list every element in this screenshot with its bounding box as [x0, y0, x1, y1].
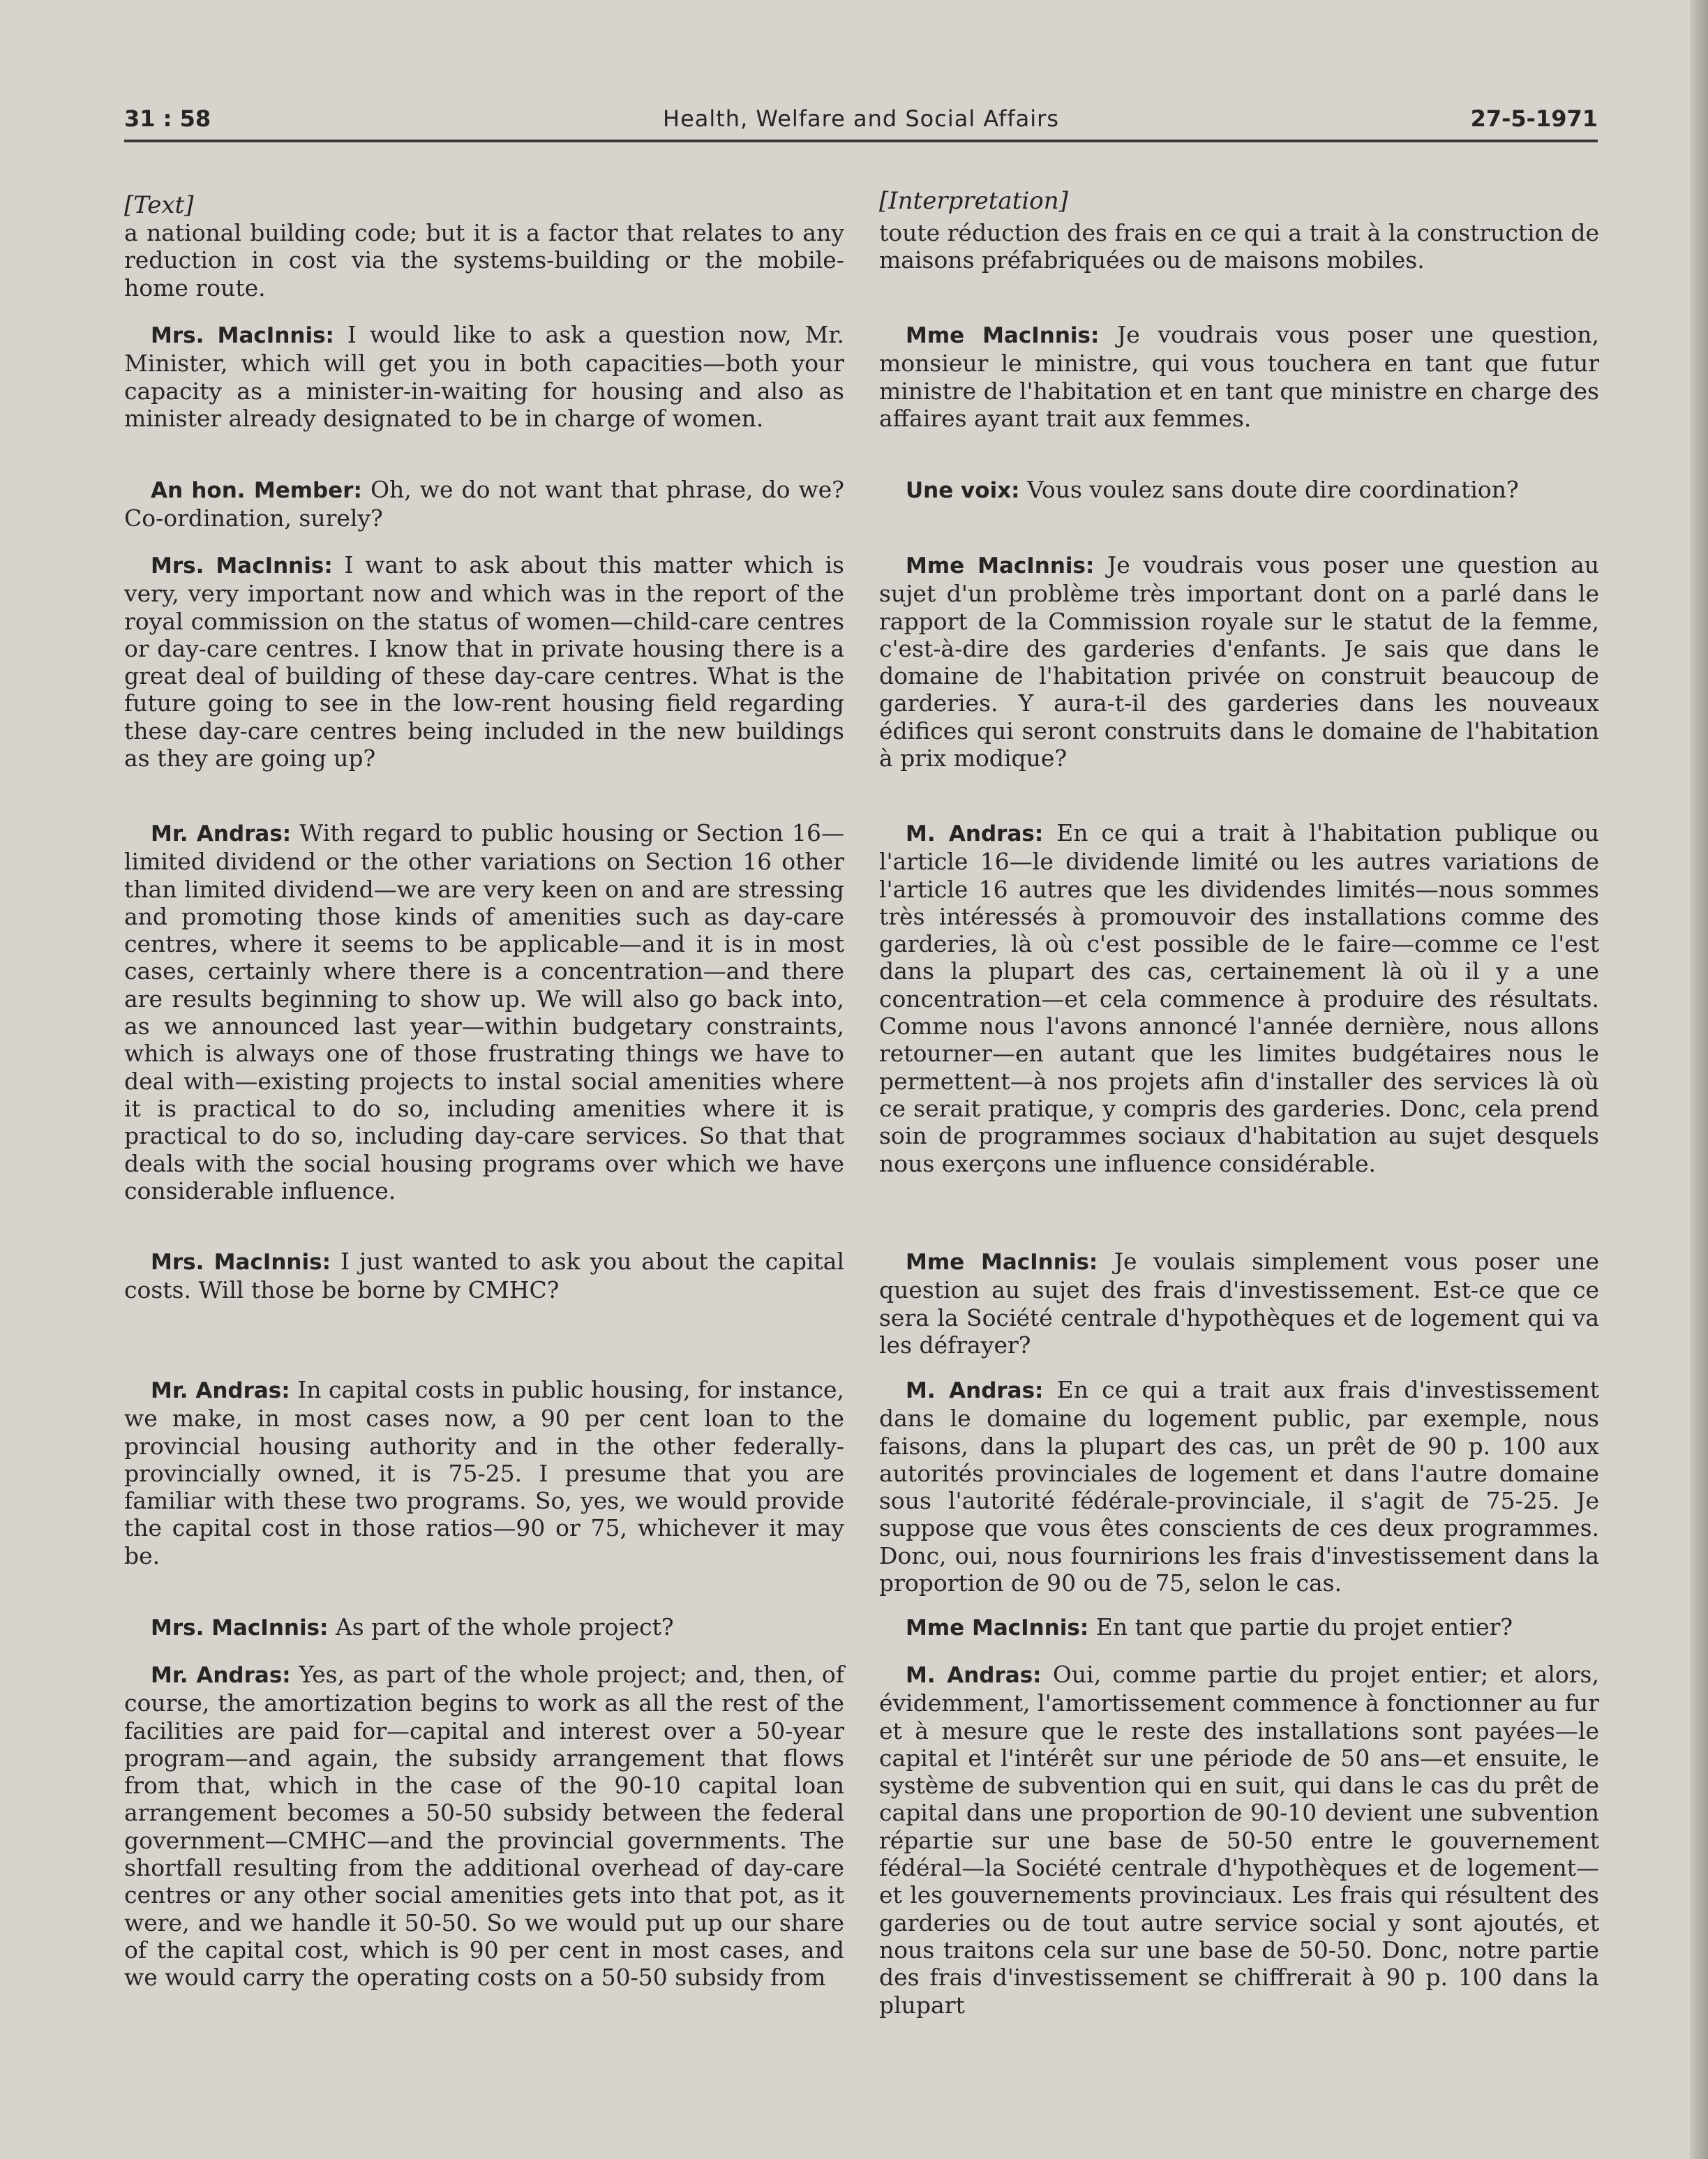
speaker-name: Mme MacInnis:: [906, 323, 1100, 348]
speech-text: En ce qui a trait aux frais d'investissement dans le domaine du logement public, par exemple, nous faisons, dans la plupart des cas, un prêt de 90 p. 100 aux autorités provinciales de logement et dans l'autre domaine sous l'autorité fédérale-provinciale, il s'agit de 75-25. Je suppose que vous êtes conscients de ces deux programmes. Donc, oui, nous fournirions les frais d'investissement dans la proportion de 90 ou de 75, selon le cas.: [879, 1376, 1599, 1597]
speaker-name: Mrs. MacInnis:: [151, 323, 334, 348]
speaker-name: Mr. Andras:: [151, 1663, 291, 1688]
speech-paragraph: [879, 551, 1599, 772]
speaker-name: Mme MacInnis:: [906, 1615, 1089, 1641]
speech-text: En ce qui a trait à l'habitation publique ou l'article 16—le dividende limité ou les autres variations de l'article 16 autres que les dividendes limités—nous sommes très intéressés à promouvoir des installations comme des garderies, là où c'est possible de le faire—comme ce l'est dans la plupart des cas, certainement là où il y a une concentration—et cela commence à produire des résultats. Comme nous l'avons annoncé l'année dernière, nous allons retourner—en autant que les limites budgétaires nous le permettent—à nos projets afin d'installer des services là où ce serait pratique, y compris des garderies. Donc, cela prend soin de programmes sociaux d'habitation au sujet desquels nous exerçons une influence considérable.: [879, 819, 1600, 1177]
speaker-name: Une voix:: [906, 478, 1020, 503]
speaker-name: Mme MacInnis:: [906, 553, 1095, 578]
speech-text: Oh, we do not want that phrase, do we? Co-ordination, surely?: [124, 476, 844, 532]
speech-paragraph: [124, 1376, 844, 1569]
speech-paragraph: [879, 1376, 1599, 1597]
speech-text: En tant que partie du projet entier?: [1088, 1613, 1513, 1641]
speaker-name: Mrs. MacInnis:: [151, 1615, 329, 1641]
speech-paragraph: [879, 476, 1599, 505]
speech-paragraph: [879, 321, 1599, 432]
speaker-name: Mr. Andras:: [151, 1378, 290, 1403]
speech-paragraph: [124, 1661, 844, 1992]
speaker-name: Mr. Andras:: [151, 821, 292, 846]
speech-text: With regard to public housing or Section 16—limited dividend or the other variations on Section 16 other than limited dividend—we are very keen on and are stressing and promoting those kinds of amenities such as day-care centres, where it seems to be applicable—and it is in most cases, certainly where there is a concentration—and there are results beginning to show up. We will also go back into, as we announced last year—within budgetary constraints, which is always one of those frustrating things we have to deal with—existing projects to instal social amenities where it is practical to do so, including amenities where it is practical to do so, including day-care services. So that that deals with the social housing programs over which we have considerable influence.: [124, 819, 845, 1204]
speech-text: I would like to ask a question now, Mr. Minister, which will get you in both capacities—both your capacity as a minister-in-waiting for housing and also as minister already designated to be in charge of women.: [124, 321, 844, 432]
text-label: [Text]: [124, 191, 194, 219]
speech-text: Je voudrais vous poser une question, monsieur le ministre, qui vous touchera en tant que futur ministre de l'habitation et en tant que ministre en charge des affaires ayant trait aux femmes.: [879, 321, 1599, 432]
speech-text: I just wanted to ask you about the capital costs. Will those be borne by CMHC?: [124, 1248, 845, 1304]
speech-paragraph: [124, 321, 844, 432]
speaker-name: Mrs. MacInnis:: [151, 1250, 331, 1275]
speech-text: Je voulais simplement vous poser une question au sujet des frais d'investissement. Est-ce que ce sera la Société centrale d'hypothèques et de logement qui va les défrayer?: [879, 1248, 1599, 1359]
page-header: [124, 103, 1598, 142]
paragraph-continuation: a national building code; but it is a factor that relates to any reduction in cost via the systems-building or the mobile-home route.: [124, 219, 844, 301]
speech-text: I want to ask about this matter which is very, very important now and which was in the report of the royal commission on the status of women—child-care centres or day-care centres. I know that in private housing there is a great deal of building of these day-care centres. What is the future going to see in the low-rent housing field regarding these day-care centres being included in the new buildings as they are going up?: [124, 551, 844, 772]
speech-text: In capital costs in public housing, for instance, we make, in most cases now, a 90 per cent loan to the provincial housing authority and in the other federally-provincially owned, it is 75-25. I presume that you are familiar with these two programs. So, yes, we would provide the capital cost in those ratios—90 or 75, whichever it may be.: [124, 1376, 845, 1569]
speech-text: As part of the whole project?: [328, 1613, 674, 1641]
speech-text: Yes, as part of the whole project; and, then, of course, the amortization begins to work as all the rest of the facilities are paid for—capital and interest over a 50-year program—and again, the subsidy arrangement that flows from that, which in the case of the 90-10 capital loan arrangement becomes a 50-50 subsidy between the federal government—CMHC—and the provincial governments. The shortfall resulting from the additional overhead of day-care centres or any other social amenities gets into that pot, as it were, and we handle it 50-50. So we would put up our share of the capital cost, which is 90 per cent in most cases, and we would carry the operating costs on a 50-50 subsidy from: [124, 1661, 845, 1992]
speech-paragraph: [124, 476, 844, 532]
paragraph-continuation: toute réduction des frais en ce qui a trait à la construction de maisons préfabriquées ou de maisons mobiles.: [879, 219, 1599, 274]
speech-paragraph: [879, 819, 1599, 1177]
header-date: 27-5-1971: [1470, 105, 1598, 132]
speaker-name: Mme MacInnis:: [906, 1250, 1098, 1275]
speech-paragraph: [124, 1613, 844, 1642]
speaker-name: M. Andras:: [906, 1663, 1042, 1688]
speaker-name: M. Andras:: [906, 1378, 1044, 1403]
speech-paragraph: [879, 1661, 1599, 2019]
speech-paragraph: [879, 1613, 1599, 1642]
speech-text: Oui, comme partie du projet entier; et alors, évidemment, l'amortissement commence à fonctionner au fur et à mesure que le reste des installations sont payées—le capital et l'intérêt sur une période de 50 ans—et ensuite, le système de subvention qui en suit, qui dans le cas du prêt de capital dans une proportion de 90-10 devient une subvention répartie sur une base de 50-50 entre le gouvernement fédéral—la Société centrale d'hypothèques et de logement—et les gouvernements provinciaux. Les frais qui résultent des garderies ou de tout autre service social y sont ajoutés, et nous traitons cela sur une base de 50-50. Donc, notre partie des frais d'investissement se chiffrerait à 90 p. 100 dans la plupart: [879, 1661, 1599, 2019]
interpretation-label: [Interpretation]: [879, 187, 1068, 215]
header-title: Health, Welfare and Social Affairs: [663, 105, 1059, 132]
speech-text: Je voudrais vous poser une question au sujet d'un problème très important dont on a parlé dans le rapport de la Commission royale sur le statut de la femme, c'est-à-dire des garderies d'enfants. Je sais que dans le domaine de l'habitation privée on construit beaucoup de garderies. Y aura-t-il des garderies dans les nouveaux édifices qui seront construits dans le domaine de l'habitation à prix modique?: [879, 551, 1599, 772]
speech-text: Vous voulez sans doute dire coordination?: [1019, 476, 1519, 503]
page-edge-shadow: [1690, 0, 1708, 2159]
page-number: 31 : 58: [124, 105, 211, 132]
speaker-name: Mrs. MacInnis:: [151, 553, 333, 578]
speech-paragraph: [124, 819, 844, 1204]
speech-paragraph: [124, 1248, 844, 1304]
speaker-name: An hon. Member:: [151, 478, 362, 503]
speech-paragraph: [124, 551, 844, 772]
speaker-name: M. Andras:: [906, 821, 1044, 846]
speech-paragraph: [879, 1248, 1599, 1359]
